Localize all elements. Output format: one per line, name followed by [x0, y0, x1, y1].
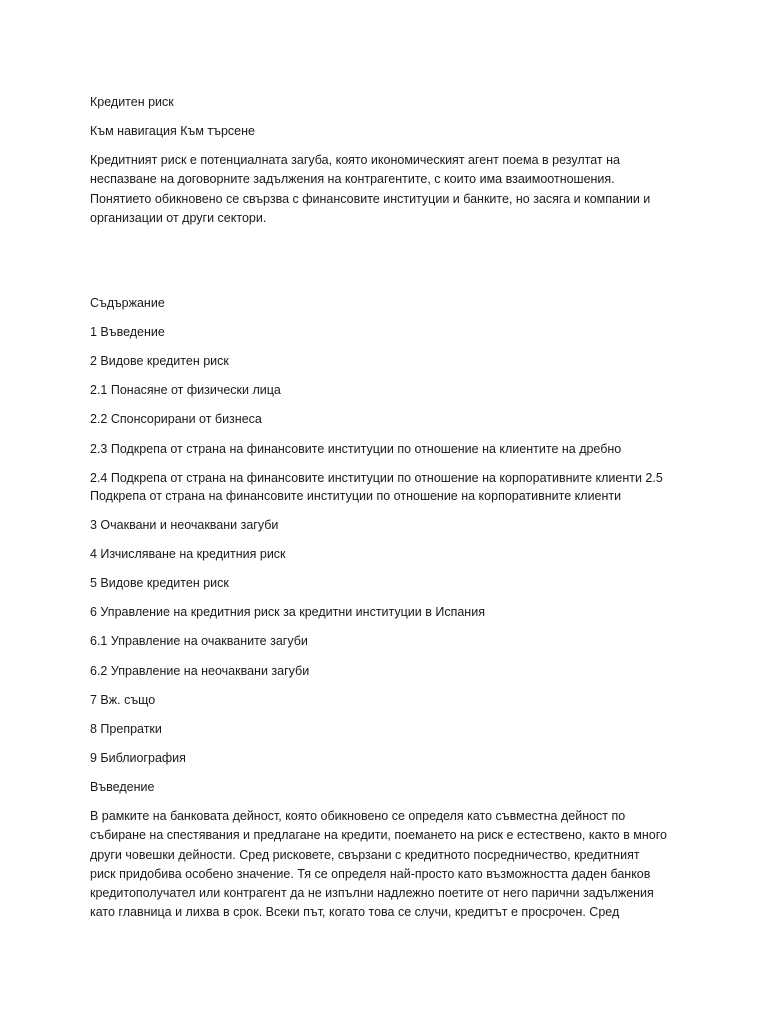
toc-item: 1 Въведение — [90, 325, 165, 339]
toc-item: 6.1 Управление на очакваните загуби — [90, 634, 308, 648]
document-title: Кредитен риск — [90, 95, 174, 109]
toc-item: 6.2 Управление на неочаквани загуби — [90, 664, 310, 678]
section-line: други човешки дейности. Сред рисковете, свързани с кредитното посредничество, кредитният — [90, 847, 640, 862]
toc-item: 9 Библиография — [90, 751, 186, 765]
toc-item: 2.4 Подкрепа от страна на финансовите институции по отношение на корпоративните клиенти 2.5 — [90, 471, 663, 485]
intro-line: Кредитният риск е потенциалната загуба, която икономическият агент поема в резултат на — [90, 153, 620, 167]
intro-line: Понятието обикновено се свързва с финансовите институции и банките, но засяга и компании и — [90, 191, 651, 206]
section-line: събиране на спестявания и предлагане на кредити, поемането на риск е естествено, както в много — [90, 828, 667, 843]
navigation-links: Към навигация Към търсене — [90, 124, 255, 138]
toc-item: 5 Видове кредитен риск — [90, 576, 229, 590]
toc-item: 6 Управление на кредитния риск за кредитни институции в Испания — [90, 605, 485, 619]
section-line: риск придобива особено значение. Тя се определя най-просто като възможността даден банков — [90, 866, 651, 881]
toc-item: 7 Вж. също — [90, 693, 156, 707]
intro-paragraph — [90, 151, 680, 228]
section-line: В рамките на банковата дейност, която обикновено се определя като съвместна дейност по — [90, 809, 626, 823]
toc-item: 2.2 Спонсорирани от бизнеса — [90, 412, 262, 426]
section-paragraph — [90, 807, 680, 923]
toc-item: 3 Очаквани и неочаквани загуби — [90, 518, 279, 532]
toc-item: 2.1 Понасяне от физически лица — [90, 383, 281, 397]
section-line: като главница и лихва в срок. Всеки път, когато това се случи, кредитът е просрочен. Сред — [90, 905, 620, 920]
toc-item: 8 Препратки — [90, 722, 162, 736]
section-line: кредитополучател или контрагент да не изпълни надлежно поетите от него парични задължения — [90, 886, 654, 901]
section-heading: Въведение — [90, 780, 155, 794]
toc-heading: Съдържание — [90, 296, 165, 310]
toc-item: 2 Видове кредитен риск — [90, 354, 229, 368]
intro-line: организации от други сектори. — [90, 210, 267, 225]
toc-item: 2.3 Подкрепа от страна на финансовите институции по отношение на клиентите на дребно — [90, 442, 622, 456]
toc-item: 4 Изчисляване на кредитния риск — [90, 547, 286, 561]
intro-line: неспазване на договорните задължения на контрагентите, с които има взаимоотношения. — [90, 172, 615, 187]
toc-item: Подкрепа от страна на финансовите институции по отношение на корпоративните клиенти — [90, 489, 622, 503]
